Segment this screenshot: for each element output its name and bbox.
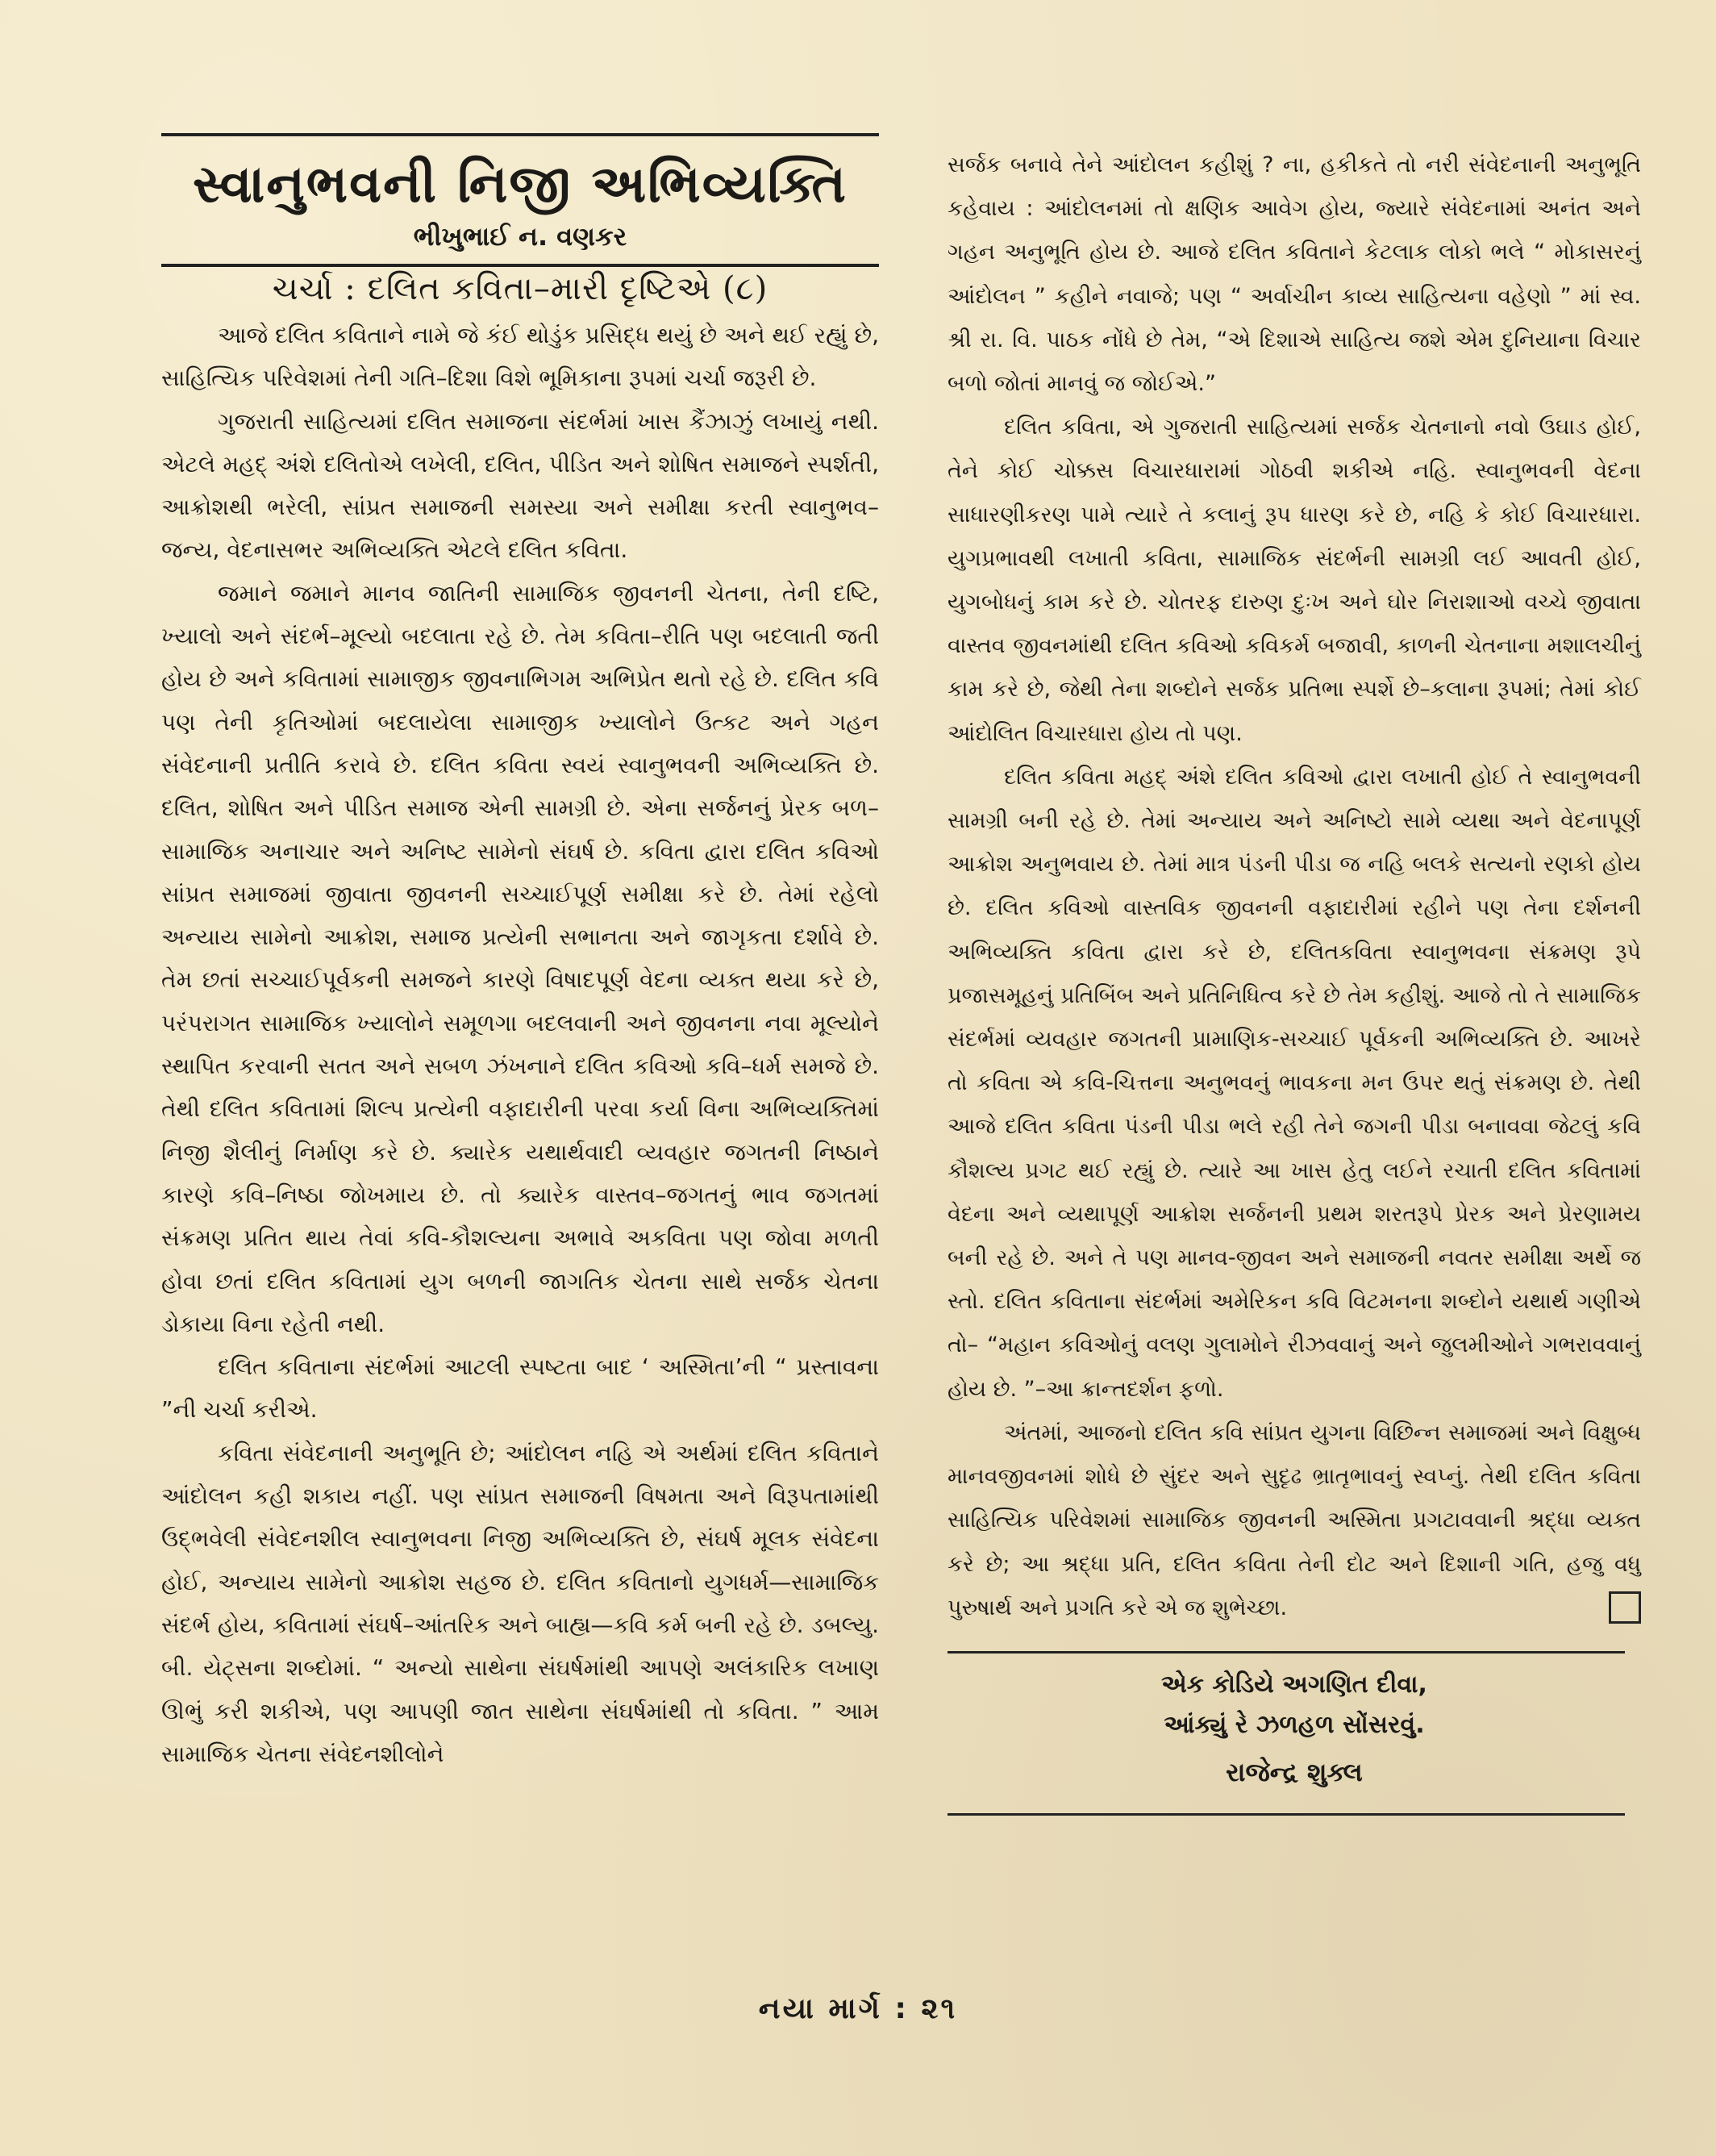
article-title: સ્વાનુભવની નિજી અભિવ્યક્તિ (193, 154, 848, 215)
poem-bottom-rule (948, 1813, 1625, 1816)
poem-line: એક કોડિયે અગણિત દીવા, (1161, 1670, 1427, 1699)
poem-line: આંક્યું રે ઝળહળ સોંસરવું. (1164, 1710, 1425, 1739)
paragraph: દલિત કવિતા મહદ્ અંશે દલિત કવિઓ દ્વારા લખાતી હોઈ તે સ્વાનુભવની સામગ્રી બની રહે છે. તેમાં અન્યાય અને અનિષ્ટો સામે વ્યથા અને વેદનાપૂર્ણ આક્રોશ અનુભવાય છે. તેમાં માત્ર પંડની પીડા જ નહિ બલકે સત્યનો રણકો હોય છે. દલિત કવિઓ વાસ્તવિક જીવનની વફાદારીમાં રહીને પણ તેના દર્શનની અભિવ્યક્તિ કવિતા દ્વારા કરે છે, દલિતકવિતા સ્વાનુભવના સંક્રમણ રૂપે પ્રજાસમૂહનું પ્રતિબિંબ અને પ્રતિનિધિત્વ કરે છે તેમ કહીશું. આજે તો તે સામાજિક સંદર્ભમાં વ્યવહાર જગતની પ્રામાણિક-સચ્ચાઈ પૂર્વકની અભિવ્યક્તિ છે. આખરે તો કવિતા એ કવિ-ચિત્તના અનુભવનું ભાવકના મન ઉપર થતું સંક્રમણ છે. તેથી આજે દલિત કવિતા પંડની પીડા ભલે રહી તેને જગની પીડા બનાવવા જેટલું કવિ કૌશલ્ય પ્રગટ થઈ રહ્યું છે. ત્યારે આ ખાસ હેતુ લઈને રચાતી દલિત કવિતામાં વેદના અને વ્યથાપૂર્ણ આક્રોશ સર્જનની પ્રથમ શરતરૂપે પ્રેરક અને પ્રેરણામય બની રહે છે. અને તે પણ માનવ-જીવન અને સમાજની નવતર સમીક્ષા અર્થે જ સ્તો. દલિત કવિતાના સંદર્ભમાં અમેરિકન કવિ વિટમનના શબ્દોને યથાર્થ ગણીએ તો– “મહાન કવિઓનું વલણ ગુલામોને રીઝવવાનું અને જુલમીઓને ગભરાવવાનું હોય છે. ”–આ ક્રાન્તદર્શન ફળો. (948, 764, 1641, 1402)
poem-top-rule (948, 1651, 1625, 1653)
title-bottom-rule (161, 264, 879, 267)
poem-author: રાજેન્દ્ર શુક્લ (1226, 1756, 1363, 1787)
paragraph: જમાને જમાને માનવ જાતિની સામાજિક જીવનની ચેતના, તેની દષ્ટિ, ખ્યાલો અને સંદર્ભ–મૂલ્યો બદલાતા રહે છે. તેમ કવિતા–રીતિ પણ બદલાતી જતી હોય છે અને કવિતામાં સામાજીક જીવનાભિગમ અભિપ્રેત થતો રહે છે. દલિત કવિ પણ તેની કૃતિઓમાં બદલાયેલા સામાજીક ખ્યાલોને ઉત્કટ અને ગહન સંવેદનાની પ્રતીતિ કરાવે છે. દલિત કવિતા સ્વયં સ્વાનુભવની અભિવ્યક્તિ છે. દલિત, શોષિત અને પીડિત સમાજ એની સામગ્રી છે. એના સર્જનનું પ્રેરક બળ–સામાજિક અનાચાર અને અનિષ્ટ સામેનો સંઘર્ષ છે. કવિતા દ્વારા દલિત કવિઓ સાંપ્રત સમાજમાં જીવાતા જીવનની સચ્ચાઈપૂર્ણ સમીક્ષા કરે છે. તેમાં રહેલો અન્યાય સામેનો આક્રોશ, સમાજ પ્રત્યેની સભાનતા અને જાગૃકતા દર્શાવે છે. તેમ છતાં સચ્ચાઈપૂર્વકની સમજને કારણે વિષાદપૂર્ણ વેદના વ્યક્ત થયા કરે છે, પરંપરાગત સામાજિક ખ્યાલોને સમૂળગા બદલવાની અને જીવનના નવા મૂલ્યોને સ્થાપિત કરવાની સતત અને સબળ ઝંખનાને દલિત કવિઓ કવિ–ધર્મ સમજે છે. તેથી દલિત કવિતામાં શિલ્પ પ્રત્યેની વફાદારીની પરવા કર્યા વિના અભિવ્યક્તિમાં નિજી શૈલીનું નિર્માણ કરે છે. ક્યારેક યથાર્થવાદી વ્યવહાર જગતની નિષ્ઠાને કારણે કવિ–નિષ્ઠા જોખમાય છે. તો ક્યારેક વાસ્તવ–જગતનું ભાવ જગતમાં સંક્રમણ પ્રતિત થાય તેવાં કવિ-કૌશલ્યના અભાવે અકવિતા પણ જોવા મળતી હોવા છતાં દલિત કવિતામાં યુગ બળની જાગતિક ચેતના સાથે સર્જક ચેતના ડોકાયા વિના રહેતી નથી. (161, 579, 879, 1337)
right-column (948, 144, 1641, 1827)
paragraph-text: અંતમાં, આજનો દલિત કવિ સાંપ્રત યુગના વિછિન્ન સમાજમાં અને વિક્ષુબ્ધ માનવજીવનમાં શોધે છે સુંદર અને સુદૃઢ ભ્રાતૃભાવનું સ્વપ્નું. તેથી દલિત કવિતા સાહિત્યિક પરિવેશમાં સામાજિક જીવનની અસ્મિતા પ્રગટાવવાની શ્રદ્ધા વ્યક્ત કરે છે; આ શ્રદ્ધા પ્રતિ, દલિત કવિતા તેની દોટ અને દિશાની ગતિ, હજુ વધુ પુરુષાર્થ અને પ્રગતિ કરે એ જ શુભેચ્છા. (948, 1420, 1641, 1620)
end-of-article-mark (1609, 1591, 1641, 1624)
paragraph: ગુજરાતી સાહિત્યમાં દલિત સમાજના સંદર્ભમાં ખાસ કૈંઝાઝું લખાયું નથી. એટલે મહદ્ અંશે દલિતોએ લખેલી, દલિત, પીડિત અને શોષિત સમાજને સ્પર્શતી, આક્રોશથી ભરેલી, સાંપ્રત સમાજની સમસ્યા અને સમીક્ષા કરતી સ્વાનુભવ–જન્ય, વેદનાસભર અભિવ્યક્તિ એટલે દલિત કવિતા. (161, 407, 879, 564)
paragraph: આજે દલિત કવિતાને નામે જે કંઈ થોડુંક પ્રસિદ્ધ થયું છે અને થઈ રહ્યું છે, સાહિત્યિક પરિવેશમાં તેની ગતિ–દિશા વિશે ભૂમિકાના રૂપમાં ચર્ચા જરૂરી છે. (161, 322, 879, 392)
poem-block (948, 1665, 1641, 1792)
page-footer: નયા માર્ગ : ૨૧ (758, 1992, 958, 2025)
paragraph: દલિત કવિતા, એ ગુજરાતી સાહિત્યમાં સર્જક ચેતનાનો નવો ઉઘાડ હોઈ, તેને કોઈ ચોક્કસ વિચારધારામાં ગોઠવી શકીએ નહિ. સ્વાનુભવની વેદના સાધારણીકરણ પામે ત્યારે તે કલાનું રૂપ ધારણ કરે છે, નહિ કે કોઈ વિચારધારા. યુગપ્રભાવથી લખાતી કવિતા, સામાજિક સંદર્ભની સામગ્રી લઈ આવતી હોઈ, યુગબોધનું કામ કરે છે. ચોતરફ દારુણ દુઃખ અને ઘોર નિરાશાઓ વચ્ચે જીવાતા વાસ્તવ જીવનમાંથી દલિત કવિઓ કવિકર્મ બજાવી, કાળની ચેતનાના મશાલચીનું કામ કરે છે, જેથી તેના શબ્દોને સર્જક પ્રતિભા સ્પર્શે છે–કલાના રૂપમાં; તેમાં કોઈ આંદોલિત વિચારધારા હોય તો પણ. (948, 415, 1641, 746)
paragraph: દલિત કવિતાના સંદર્ભમાં આટલી સ્પષ્ટતા બાદ ‘ અસ્મિતા’ની “ પ્રસ્તાવના ”ની ચર્ચા કરીએ. (161, 1353, 879, 1424)
paragraph (948, 1412, 1641, 1630)
article-author: ભીખુભાઈ ન. વણકર (413, 221, 627, 252)
paragraph: કવિતા સંવેદનાની અનુભૂતિ છે; આંદોલન નહિ એ અર્થમાં દલિત કવિતાને આંદોલન કહી શકાય નહીં. પણ સાંપ્રત સમાજની વિષમતા અને વિરૂપતામાંથી ઉદ્ભવેલી સંવેદનશીલ સ્વાનુભવના નિજી અભિવ્યક્તિ છે, સંઘર્ષ મૂલક સંવેદના હોઈ, અન્યાય સામેનો આક્રોશ સહજ છે. દલિત કવિતાનો યુગધર્મ—સામાજિક સંદર્ભ હોય, કવિતામાં સંઘર્ષ–આંતરિક અને બાહ્ય—કવિ કર્મ બની રહે છે. ડબલ્યુ. બી. યેટ્સના શબ્દોમાં. “ અન્યો સાથેના સંઘર્ષમાંથી આપણે અલંકારિક લખાણ ઊભું કરી શકીએ, પણ આપણી જાત સાથેના સંઘર્ષમાંથી તો કવિતા. ” આમ સામાજિક ચેતના સંવેદનશીલોને (161, 1439, 879, 1767)
section-heading: ચર્ચા : દલિત કવિતા–મારી દૃષ્ટિએ (૮) (272, 270, 768, 307)
paragraph: સર્જક બનાવે તેને આંદોલન કહીશું ? ના, હકીકતે તો નરી સંવેદનાની અનુભૂતિ કહેવાય : આંદોલનમાં તો ક્ષણિક આવેગ હોય, જ્યારે સંવેદનામાં અનંત અને ગહન અનુભૂતિ હોય છે. આજે દલિત કવિતાને કેટલાક લોકો ભલે “ મોકાસરનું આંદોલન ” કહીને નવાજે; પણ “ અર્વાચીન કાવ્ય સાહિત્યના વહેણો ” માં સ્વ. શ્રી રા. વિ. પાઠક નોંધે છે તેમ, “એ દિશાએ સાહિત્ય જશે એમ દુનિયાના વિચાર બળો જોતાં માનવું જ જોઈએ.” (948, 152, 1641, 397)
left-column (161, 133, 879, 1775)
title-top-rule (161, 133, 879, 136)
